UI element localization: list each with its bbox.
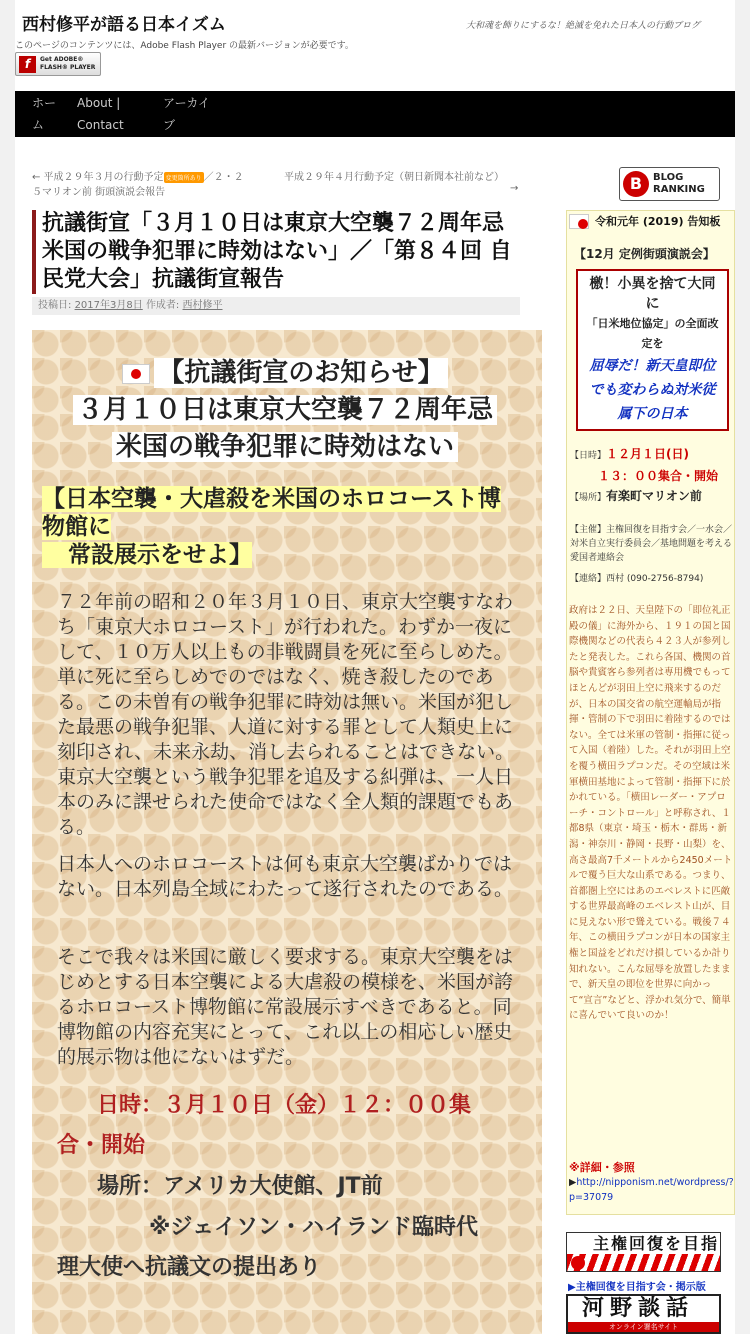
detail-link-row: ▶http://nipponism.net/wordpress/?p=37079	[569, 1177, 734, 1203]
blog-ranking-banner[interactable]: B BLOG RANKING	[619, 167, 720, 201]
notice-contact: 【連絡】西村 (090-2756-8794)	[570, 574, 704, 584]
japan-flag-icon	[122, 364, 150, 384]
flash-notice: このページのコンテンツには、Adobe Flash Player の最新バージョンが必要です。	[15, 41, 354, 51]
main-navigation	[15, 91, 735, 137]
notice-slogan-box: 檄！小異を捨て大同 に 「日米地位協定」の全面改 定を 屈辱だ！新天皇即位 でも変わらぬ対米従 属下の日本	[576, 269, 729, 431]
sovereignty-banner[interactable]: 主権回復を目指	[566, 1232, 721, 1272]
notice-body: 政府は２２日、天皇陛下の「即位礼正殿の儀」に海外から、１９１の国と国際機関などの代表ら４２３人が参列したと発表した。これら各国、機関の首脳や貴賓客ら参列者は専用機でもってほとんどが羽田上空に飛来するのだが、日本の国交省の航空運輸局が指揮・管制の下で羽田に着陸するのではない。全ては米軍の管制・指揮に従って入国（着陸）した。それが羽田上空を覆う横田ラプコンだ。その空域は米軍横田基地によって管制・指揮下に於かれている。「横田レーダー・アプローチ・コントロール」と呼称され、１都8県（東京・埼玉・栃木・群馬・新潟・神奈川・静岡・長野・山梨）を、高さ最高7千メートルから2450メートルで覆う巨大な山系である。つまり、首都圏上空にはあのエベレストに匹敵する世界最高峰のエベレスト山が、目に見えない形で聳えている。戦後７４年、この横田ラプコンが日本の国家主権と国益をどれだけ損しているか計り知れない。こんな屈辱を放置したままで、新天皇の即位を世界に向かって“宣言”などと、浮かれ気分で、簡単に喜んでいて良いのか！	[569, 605, 733, 1022]
nav-item-archive[interactable]: アーカイ ブ	[163, 96, 211, 132]
site-title[interactable]: 西村修平が語る日本イズム	[22, 15, 226, 35]
event-place: 場所：アメリカ大使館、JT前	[97, 1174, 383, 1199]
post-date-link[interactable]: 2017年3月8日	[74, 300, 143, 311]
event-note-cont: 理大使へ抗議文の提出あり	[57, 1255, 322, 1280]
site-description: 大和魂を飾りにするな！絶滅を免れた日本人の行動ブログ	[466, 21, 701, 31]
get-flash-button[interactable]	[15, 52, 101, 76]
post-meta: 投稿日: 2017年3月8日 作成者: 西村修平	[32, 297, 520, 315]
nav-item-about-contact[interactable]: About | Contact	[77, 96, 124, 132]
post-title: 抗議街宣「３月１０日は東京大空襲７２周年忌 米国の戦争犯罪に時効はない」／「第８４回 自民党大会」抗議街宣報告	[32, 210, 528, 294]
japan-flag-icon	[569, 214, 589, 229]
paragraph-3: そこで我々は米国に厳しく要求する。東京大空襲をはじめとする日本空襲による大虐殺の模様を、米国が誇るホロコースト博物館に常設展示すべきであると。同博物館の内容充実にとって、これ以上の相応しい歴史的展示物は他にないはずだ。	[57, 946, 514, 1068]
blog-ranking-logo-icon: B	[623, 171, 649, 197]
sidebar	[566, 210, 735, 1334]
sun-icon	[571, 1256, 585, 1270]
announcement-heading: 【抗議街宣のお知らせ】 ３月１０日は東京大空襲７２周年忌 米国の戦争犯罪に時効はない	[45, 355, 525, 466]
notice-time: １３：００集合・開始	[598, 469, 719, 483]
sovereignty-board-link[interactable]: ▶主権回復を目指す会・掲示版	[568, 1282, 706, 1293]
notice-place: 【場所】有楽町マリオン前	[570, 489, 702, 503]
changed-badge: 変更箇所あり	[164, 172, 204, 183]
detail-link[interactable]: http://nipponism.net/wordpress/?p=37079	[569, 1177, 734, 1203]
notice-organizer: 【主催】主権回復を目指す会／一水会／対米自立実行委員会／基地問題を考える愛国者連絡会	[570, 525, 733, 563]
event-note: ※ジェイソン・ハイランド臨時代	[149, 1215, 478, 1240]
notice-date: 【日時】１２月１日(日)	[570, 447, 689, 461]
notice-board	[566, 210, 735, 1215]
previous-post-link-line2[interactable]: ５マリオン前 街頭演説会報告	[32, 187, 166, 198]
notice-subtitle: 【12月 定例街頭演説会】	[574, 247, 715, 261]
flash-button-label: Get ADOBE® FLASH® PLAYER	[40, 56, 96, 71]
paragraph-2: 日本人へのホロコーストは何も東京大空襲ばかりではない。日本列島全域にわたって遂行されたのである。	[57, 853, 514, 900]
next-post-link[interactable]: 平成２９年４月行動予定（朝日新聞本社前など）	[284, 172, 504, 183]
post-author-link[interactable]: 西村修平	[182, 300, 223, 311]
demand-heading: 【日本空襲・大虐殺を米国のホロコースト博物館に 常設展示をせよ】	[42, 486, 501, 568]
detail-label: ※詳細・参照	[569, 1161, 635, 1174]
previous-post-link[interactable]: ← 平成２９年３月の行動予定 変更箇所あり ／２・２	[32, 172, 244, 183]
nav-item-home[interactable]: ホー ム	[32, 96, 57, 132]
event-date: 日時：３月１０日（金）１２：００集	[97, 1093, 472, 1118]
flash-icon: f	[19, 56, 36, 73]
next-arrow-icon[interactable]: →	[510, 183, 519, 194]
event-date-cont: 合・開始	[57, 1133, 146, 1158]
kono-statement-banner[interactable]: 河野談話 オンライン署名サイト	[566, 1294, 721, 1334]
paragraph-1: ７２年前の昭和２０年３月１０日、東京大空襲すなわち「東京大ホロコースト」が行われた。わずか一夜にして、１０万人以上もの非戦闘員を死に至らしめた。単に死に至らしめでのではなく、焼き殺したのである。この未曽有の戦争犯罪に時効は無い。米国が犯した最悪の戦争犯罪、人道に対する罪として人類史上に刻印され、未来永劫、消し去られることはできない。東京大空襲という戦争犯罪を追及する糾弾は、一人日本のみに課せられた使命ではなく全人類的課題でもある。	[57, 591, 515, 838]
notice-title: 令和元年 (2019) 告知板	[595, 215, 721, 228]
rising-sun-pattern	[567, 1254, 720, 1271]
